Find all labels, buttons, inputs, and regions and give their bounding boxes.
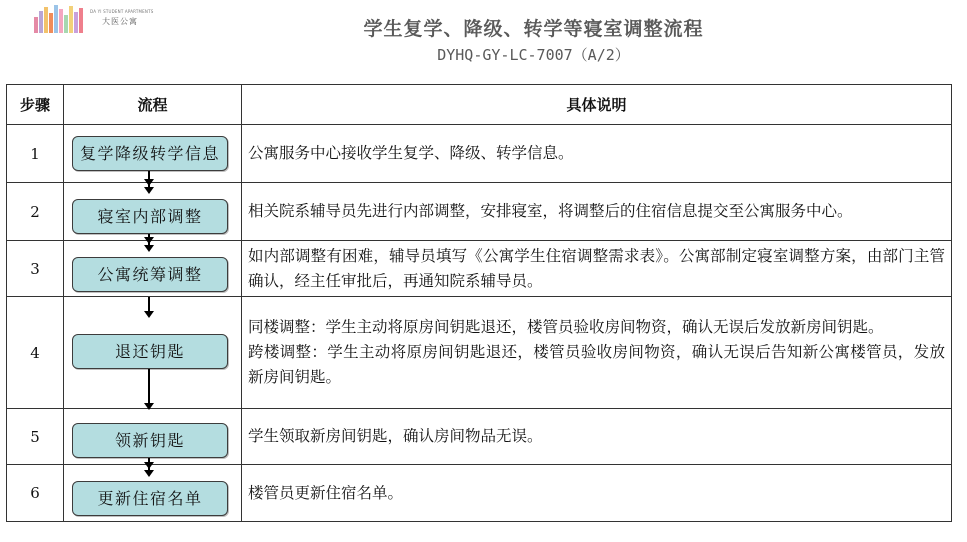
step-description — [242, 409, 952, 465]
table-row — [7, 465, 952, 522]
step-number: 6 — [7, 465, 64, 522]
step-number: 1 — [7, 125, 64, 183]
step-description — [242, 241, 952, 297]
flow-cell — [64, 465, 242, 522]
step-number: 3 — [7, 241, 64, 297]
flow-cell — [64, 409, 242, 465]
flow-box: 领新钥匙 — [72, 423, 228, 458]
step-number: 4 — [7, 297, 64, 409]
table-row — [7, 183, 952, 241]
table-row — [7, 241, 952, 297]
description-paragraph: 如内部调整有困难，辅导员填写《公寓学生住宿调整需求表》。公寓部制定寝室调整方案，由部门主管确认，经主任审批后，再通知院系辅导员。 — [248, 246, 945, 290]
table-header-row — [7, 85, 952, 125]
table-row — [7, 409, 952, 465]
description-paragraph: 同楼调整：学生主动将原房间钥匙退还，楼管员验收房间物资，确认无误后发放新房间钥匙。 — [248, 318, 884, 336]
flow-cell — [64, 297, 242, 409]
step-number: 5 — [7, 409, 64, 465]
description-paragraph: 楼管员更新住宿名单。 — [248, 483, 404, 502]
description-paragraph: 跨楼调整：学生主动将原房间钥匙退还，楼管员验收房间物资，确认无误后告知新公寓楼管员，发放新房间钥匙。 — [248, 343, 945, 386]
description-paragraph: 学生领取新房间钥匙，确认房间物品无误。 — [248, 427, 543, 445]
step-number: 2 — [7, 183, 64, 241]
logo-english-text: DA YI STUDENT APARTMENTS — [90, 9, 154, 14]
description-paragraph: 公寓服务中心接收学生复学、降级、转学信息。 — [248, 144, 574, 162]
step-description — [242, 125, 952, 183]
step-description — [242, 183, 952, 241]
header-flow: 流程 — [64, 85, 242, 125]
flow-box: 复学降级转学信息 — [72, 136, 228, 171]
flow-cell — [64, 125, 242, 183]
flow-cell — [64, 241, 242, 297]
description-paragraph: 相关院系辅导员先进行内部调整，安排寝室，将调整后的住宿信息提交至公寓服务中心。 — [248, 202, 853, 220]
table-row — [7, 297, 952, 409]
flow-box: 寝室内部调整 — [72, 199, 228, 234]
flow-cell — [64, 183, 242, 241]
table-row — [7, 125, 952, 183]
header-step: 步骤 — [7, 85, 64, 125]
document-code: DYHQ-GY-LC-7007（A/2） — [437, 46, 630, 64]
logo-chinese-name: 大医公寓 — [102, 17, 138, 26]
process-table — [6, 84, 952, 522]
step-description — [242, 297, 952, 409]
flow-box: 公寓统筹调整 — [72, 257, 228, 292]
flow-box: 更新住宿名单 — [72, 481, 228, 516]
document-title: 学生复学、降级、转学等寝室调整流程 — [363, 18, 704, 40]
header-description: 具体说明 — [242, 85, 952, 125]
flow-box: 退还钥匙 — [72, 334, 228, 369]
step-description — [242, 465, 952, 522]
